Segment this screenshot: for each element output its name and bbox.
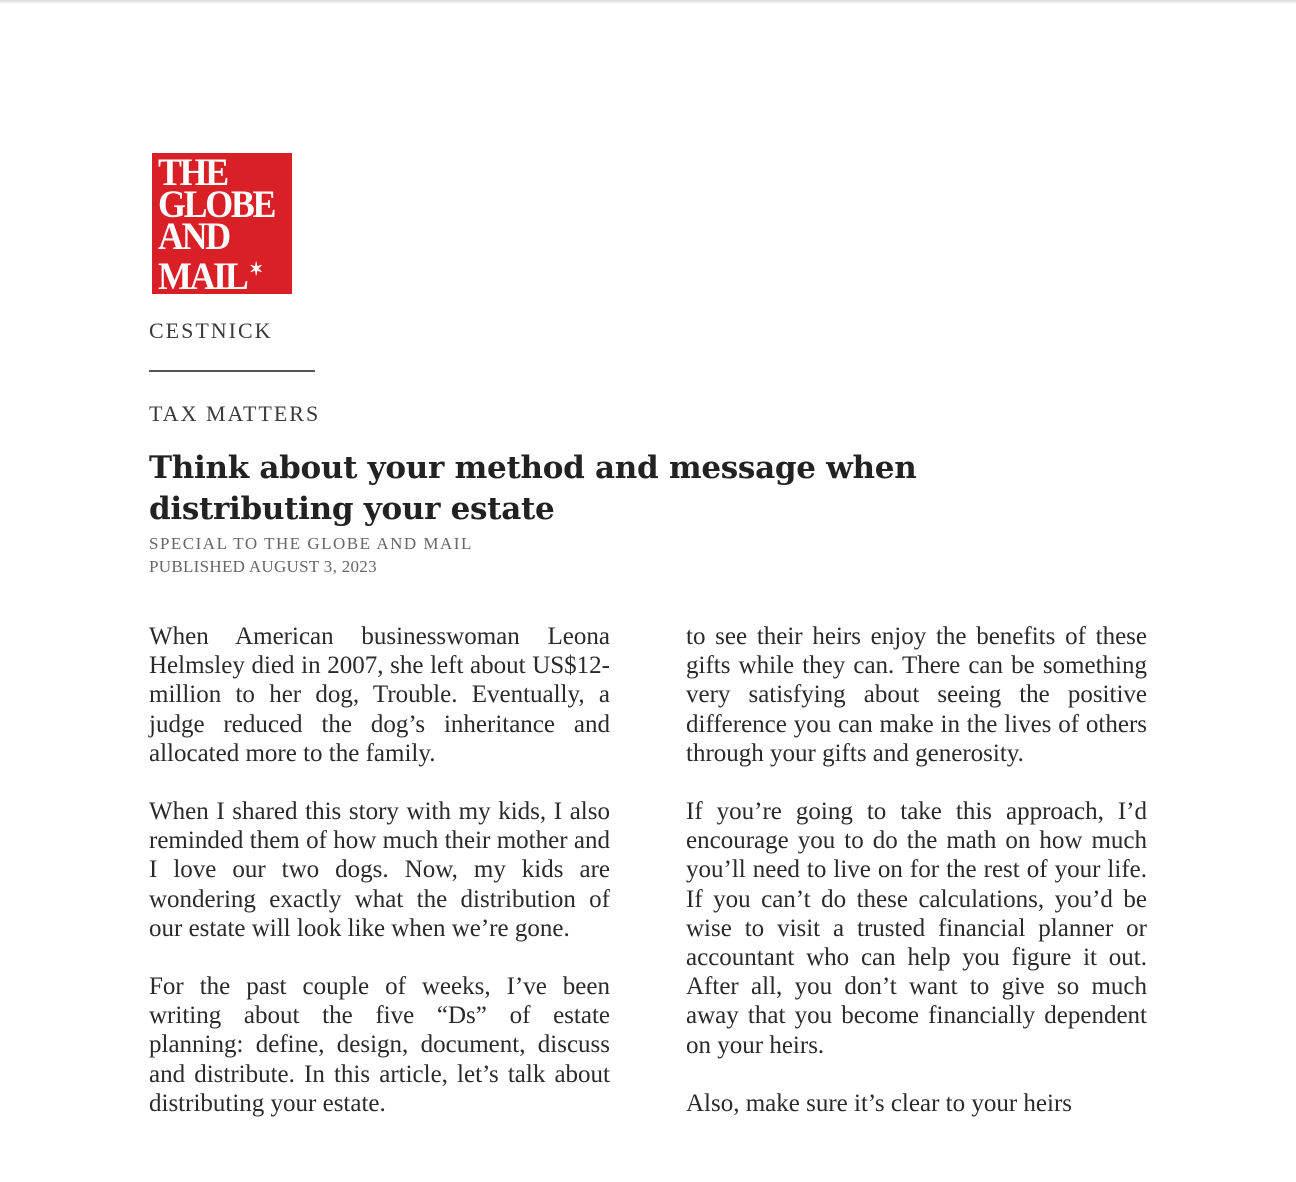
- paragraph: When American businesswoman Leona Helmsley died in 2007, she left about US$12-million to her dog, Trouble. Eventually, a judge reduced the dog’s inheritance and allocated more to the family.: [149, 623, 610, 767]
- logo-line-4: MAIL: [158, 255, 247, 298]
- column-name: CESTNICK: [149, 318, 273, 343]
- paragraph: to see their heirs enjoy the benefits of these gifts while they can. There can be something very satisfying about seeing the positive difference you can make in the lives of others through your gifts and generosity.: [686, 623, 1147, 767]
- divider: [149, 370, 315, 372]
- section-name: TAX MATTERS: [149, 401, 321, 426]
- logo-line-3: AND: [158, 215, 229, 258]
- logo-line-4-wrap: [158, 253, 281, 298]
- top-edge-shadow: [0, 0, 1296, 4]
- logo-line-2: GLOBE: [158, 183, 275, 226]
- article-column-left: [149, 622, 610, 1147]
- byline: SPECIAL TO THE GLOBE AND MAIL: [149, 534, 473, 553]
- article-headline: Think about your method and message when distributing your estate: [149, 450, 917, 527]
- paragraph: If you’re going to take this approach, I’d encourage you to do the math on how much you’ll need to live on for the rest of your life. If you can’t do these calculations, you’d be wise to visit a trusted financial planner or accountant who can help you figure it out. After all, you don’t want to give so much away that you become financially dependent on your heirs.: [686, 798, 1147, 1059]
- maple-leaf-icon: ✶: [249, 259, 264, 279]
- globe-and-mail-logo: [152, 151, 292, 298]
- paragraph: For the past couple of weeks, I’ve been writing about the five “Ds” of estate planning: define, design, document, discuss and distribute. In this article, let’s talk about distributing your estate.: [149, 973, 610, 1117]
- logo-line-1: THE: [158, 151, 227, 194]
- paragraph: When I shared this story with my kids, I also reminded them of how much their mother and I love our two dogs. Now, my kids are wondering exactly what the distribution of our estate will look like when we’re gone.: [149, 798, 610, 942]
- article-column-right: [686, 622, 1147, 1147]
- publish-date: PUBLISHED AUGUST 3, 2023: [149, 557, 377, 576]
- paragraph: Also, make sure it’s clear to your heirs: [686, 1089, 1073, 1117]
